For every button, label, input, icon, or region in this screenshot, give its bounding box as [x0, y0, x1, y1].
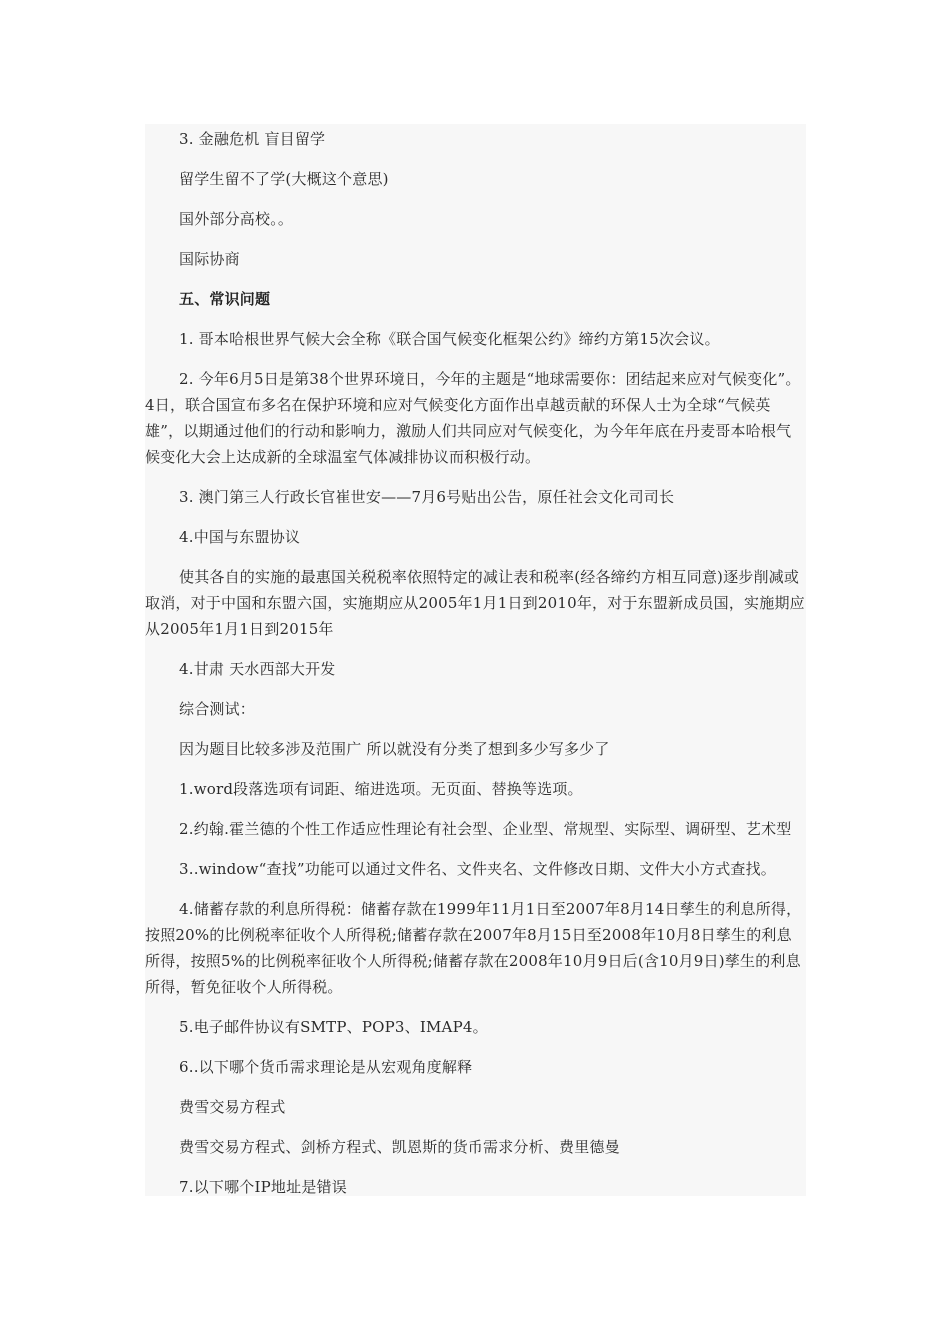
paragraph: 4.储蓄存款的利息所得税：储蓄存款在1999年11月1日至2007年8月14日孳生的利息所得，按照20%的比例税率征收个人所得税;储蓄存款在2007年8月15日至2008年10月8日孳生的利息所得，按照5%的比例税率征收个人所得税;储蓄存款在2008年10月9日后(含10月9日)孳生的利息所得，暂免征收个人所得税。 — [145, 900, 802, 996]
document-page — [145, 124, 806, 1196]
paragraph: 1.word段落选项有词距、缩进选项。无页面、替换等选项。 — [179, 780, 583, 798]
section-heading: 五、常识问题 — [179, 290, 271, 308]
paragraph: 3. 金融危机 盲目留学 — [179, 130, 326, 148]
paragraph: 费雪交易方程式 — [179, 1098, 286, 1116]
paragraph: 5.电子邮件协议有SMTP、POP3、IMAP4。 — [179, 1018, 488, 1036]
paragraph: 6..以下哪个货币需求理论是从宏观角度解释 — [179, 1058, 473, 1076]
paragraph: 2. 今年6月5日是第38个世界环境日，今年的主题是“地球需要你：团结起来应对气候变化”。 4日，联合国宣布多名在保护环境和应对气候变化方面作出卓越贡献的环保人士为全球“气候英雄”，以期通过他们的行动和影响力，激励人们共同应对气候变化，为今年年底在丹麦哥本哈根气候变化大会上达成新的全球温室气体减排协议而积极行动。 — [145, 370, 801, 466]
paragraph: 1. 哥本哈根世界气候大会全称《联合国气候变化框架公约》缔约方第15次会议。 — [179, 330, 720, 348]
paragraph: 国外部分高校。。 — [179, 210, 294, 228]
paragraph: 费雪交易方程式、剑桥方程式、凯恩斯的货币需求分析、费里德曼 — [179, 1138, 620, 1156]
paragraph: 2.约翰.霍兰德的个性工作适应性理论有社会型、企业型、常规型、实际型、调研型、艺术型 — [179, 820, 792, 838]
paragraph: 4.中国与东盟协议 — [179, 528, 301, 546]
paragraph: 4.甘肃 天水西部大开发 — [179, 660, 336, 678]
paragraph: 综合测试： — [179, 700, 256, 718]
paragraph: 留学生留不了学(大概这个意思) — [179, 170, 389, 188]
paragraph: 国际协商 — [179, 250, 240, 268]
paragraph: 使其各自的实施的最惠国关税税率依照特定的减让表和税率(经各缔约方相互同意)逐步削减或取消，对于中国和东盟六国，实施期应从2005年1月1日到2010年，对于东盟新成员国，实施期应从2005年1月1日到2015年 — [145, 568, 805, 638]
paragraph: 因为题目比较多涉及范围广 所以就没有分类了想到多少写多少了 — [179, 740, 610, 758]
paragraph: 3. 澳门第三人行政长官崔世安——7月6号贴出公告，原任社会文化司司长 — [179, 488, 675, 506]
paragraph: 3..window“查找”功能可以通过文件名、文件夹名、文件修改日期、文件大小方式查找。 — [179, 860, 776, 878]
paragraph: 7.以下哪个IP地址是错误 — [179, 1178, 347, 1196]
